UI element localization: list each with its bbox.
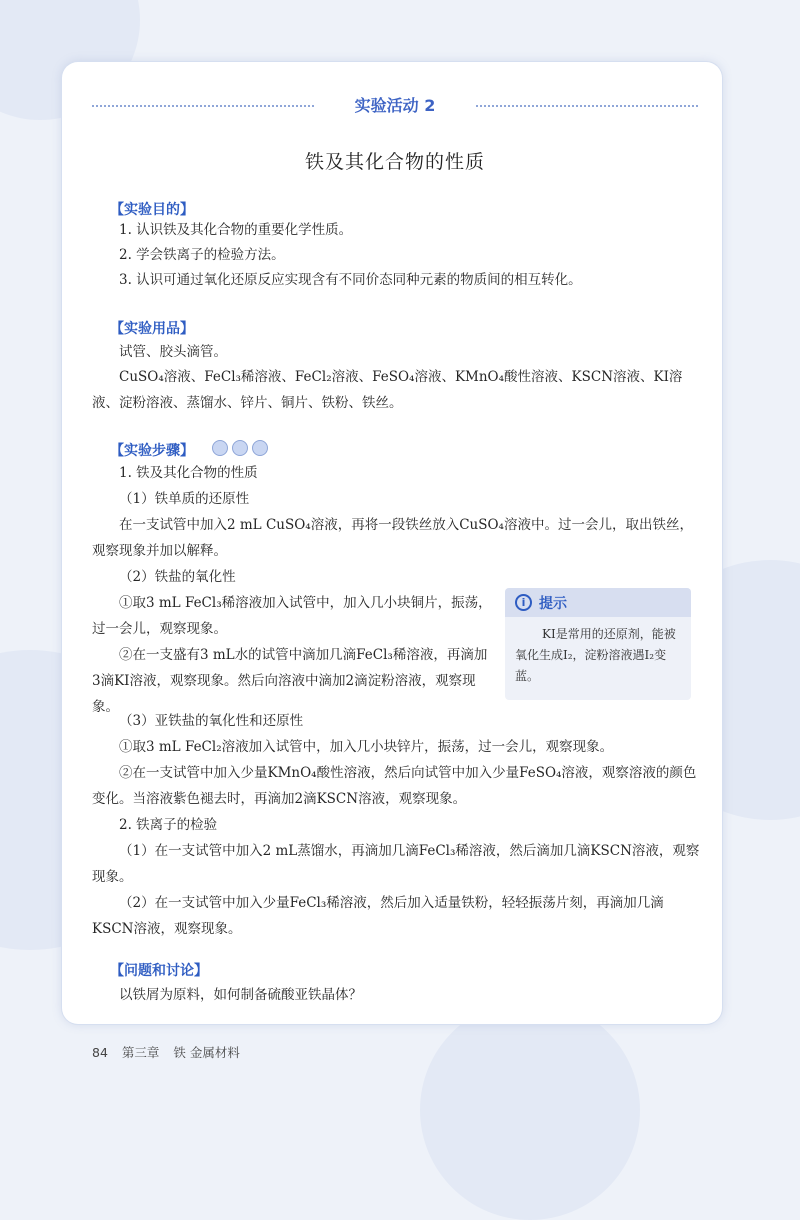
step-1-1-heading: （1）铁单质的还原性 <box>119 491 250 507</box>
page-number: 84 <box>92 1045 108 1060</box>
section-purpose-heading: 【实验目的】 <box>110 202 194 218</box>
info-icon: i <box>515 594 532 611</box>
step-2-1: （1）在一支试管中加入2 mL蒸馏水，再滴加几滴FeCl₃稀溶液，然后滴加几滴KSCN溶液，观察现象。 <box>92 843 700 885</box>
dotted-rule-right <box>476 105 698 107</box>
chapter-title: 铁 金属材料 <box>173 1045 240 1060</box>
purpose-item-1: 1. 认识铁及其化合物的重要化学性质。 <box>119 222 353 238</box>
hand-wash-icon <box>252 440 268 456</box>
steps-part3-block <box>92 708 700 942</box>
step-1-3-b: ②在一支试管中加入少量KMnO₄酸性溶液，然后向试管中加入少量FeSO₄溶液，观察溶液的颜色变化。当溶液紫色褪去时，再滴加2滴KSCN溶液，观察现象。 <box>92 765 697 807</box>
section-discussion-heading: 【问题和讨论】 <box>110 963 208 979</box>
hazard-triangle-icon <box>232 440 248 456</box>
purpose-item-2: 2. 学会铁离子的检验方法。 <box>119 247 285 263</box>
step-1-3-heading: （3）亚铁盐的氧化性和还原性 <box>119 713 304 729</box>
step-1-1-text: 在一支试管中加入2 mL CuSO₄溶液，再将一段铁丝放入CuSO₄溶液中。过一会儿，取出铁丝，观察现象并加以解释。 <box>92 517 693 559</box>
tip-header <box>505 588 691 617</box>
steps-part2-block <box>92 590 492 720</box>
steps-part1-block <box>92 460 700 590</box>
tip-box <box>505 588 691 700</box>
section-materials-heading: 【实验用品】 <box>110 321 194 337</box>
step-1-2-a: ①取3 mL FeCl₃稀溶液加入试管中，加入几小块铜片，振荡，过一会儿，观察现象。 <box>92 595 492 637</box>
step-2-heading: 2. 铁离子的检验 <box>119 817 218 833</box>
purpose-item-3: 3. 认识可通过氧化还原反应实现含有不同价态同种元素的物质间的相互转化。 <box>119 272 582 288</box>
step-1-heading: 1. 铁及其化合物的性质 <box>119 465 258 481</box>
step-2-2: （2）在一支试管中加入少量FeCl₃稀溶液，然后加入适量铁粉，轻轻振荡片刻，再滴加几滴KSCN溶液，观察现象。 <box>92 895 664 937</box>
activity-header <box>92 95 698 115</box>
step-1-2-heading: （2）铁盐的氧化性 <box>119 569 236 585</box>
goggles-icon <box>212 440 228 456</box>
tip-title: 提示 <box>539 595 567 612</box>
materials-equipment: 试管、胶头滴管。 <box>119 344 227 360</box>
activity-title: 实验活动 2 <box>354 96 436 115</box>
tip-text: KI是常用的还原剂，能被氧化生成I₂，淀粉溶液遇I₂变蓝。 <box>515 627 676 683</box>
section-steps-heading: 【实验步骤】 <box>110 443 194 459</box>
chapter-label: 第三章 <box>121 1045 160 1060</box>
step-1-3-a: ①取3 mL FeCl₂溶液加入试管中，加入几小块锌片，振荡，过一会儿，观察现象。 <box>119 739 614 755</box>
safety-icons <box>212 440 268 456</box>
materials-reagents: CuSO₄溶液、FeCl₃稀溶液、FeCl₂溶液、FeSO₄溶液、KMnO₄酸性溶液、KSCN溶液、KI溶液、淀粉溶液、蒸馏水、锌片、铜片、铁粉、铁丝。 <box>92 369 683 411</box>
discussion-question: 以铁屑为原料，如何制备硫酸亚铁晶体？ <box>119 987 362 1003</box>
page-footer <box>92 1043 250 1061</box>
page-title: 铁及其化合物的性质 <box>304 151 485 173</box>
step-1-2-b: ②在一支盛有3 mL水的试管中滴加几滴FeCl₃稀溶液，再滴加3滴KI溶液，观察现象。然后向溶液中滴加2滴淀粉溶液，观察现象。 <box>92 647 488 715</box>
background-circle <box>420 1000 640 1220</box>
materials-reagents-block <box>92 364 700 416</box>
dotted-rule-left <box>92 105 314 107</box>
